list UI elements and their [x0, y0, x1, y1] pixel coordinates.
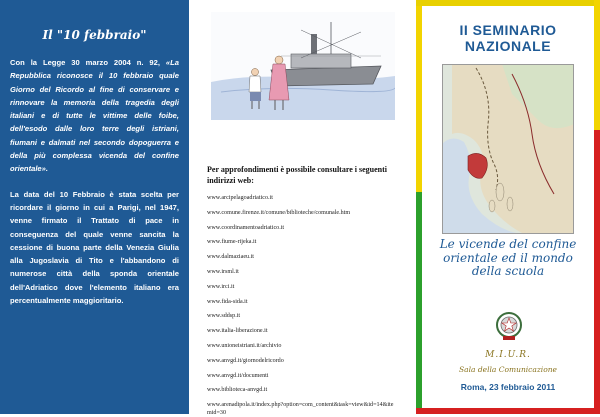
link-item[interactable]: www.unioneistriani.it/archivio	[207, 342, 282, 349]
north-eastern-adriatic-map-icon	[442, 64, 574, 234]
ship-and-figures-sketch-icon	[211, 12, 395, 120]
seminar-title	[426, 22, 590, 54]
middle-panel	[189, 0, 416, 417]
link-item[interactable]: www.arenadipola.it/index.php?option=com_content&task=view&id=14&itemid=30	[207, 402, 394, 417]
link-item[interactable]: www.italia-liberazione.it	[207, 328, 268, 335]
link-item[interactable]: www.anvgd.it/documenti	[207, 372, 269, 379]
link-item[interactable]: www.irsml.it	[207, 268, 239, 275]
right-panel	[416, 0, 600, 414]
link-item[interactable]: www.sddsp.it	[207, 313, 241, 320]
law-paragraph	[10, 56, 179, 176]
link-item[interactable]: www.biblioteca-anvgd.it	[207, 387, 268, 394]
event-date: Roma, 23 febbraio 2011	[460, 382, 556, 392]
italian-republic-emblem-icon	[494, 310, 524, 342]
seminar-subtitle: Le vicende del confine orientale ed il mondo della scuola	[439, 237, 577, 278]
left-panel-title: Il "10 febbraio"	[42, 28, 147, 42]
date-paragraph: La data del 10 Febbraio è stata scelta per ricordare il giorno in cui a Parigi, nel 1947, venne firmato il Trattato di pace in conseguenza del quale venne sancita la cessione di buona parte della Venezia Giulia alla Jugoslavia di Tito e l'abbandono di numerose città della sponda orientale dell'Adriatico dove l'elemento italiano era percentualmente maggioritario.	[10, 189, 179, 306]
seminar-title-line1: II SEMINARIO	[459, 22, 557, 38]
yellow-stripe-top	[416, 0, 600, 6]
organization-name: M.I.U.R.	[485, 350, 531, 360]
green-stripe-left	[416, 192, 422, 414]
link-item[interactable]: www.irci.it	[207, 283, 235, 290]
yellow-stripe-left	[416, 0, 422, 192]
law-paragraph-quote: «La Repubblica riconosce il 10 febbraio quale Giorno del Ricordo al fine di conservare e rinnovare la memoria della tragedia degli italiani e di tutte le vittime delle foibe, dell'esodo dalle loro terre degli istriani, fiumani e dalmati nel secondo dopoguerra e della più complessa vicenda del confine orientale».	[10, 58, 179, 174]
venue-name: Sala della Comunicazione	[459, 365, 557, 374]
link-item[interactable]: www.anvgd.it/giornodelricordo	[207, 357, 284, 364]
law-paragraph-prefix: Con la Legge 30 marzo 2004 n. 92,	[10, 58, 166, 67]
link-item[interactable]: www.fiume-rijeka.it	[207, 239, 257, 246]
link-item[interactable]: www.comune.firenze.it/comune/biblioteche/comunale.htm	[207, 209, 351, 216]
links-list	[207, 194, 398, 417]
yellow-stripe-right	[594, 0, 600, 130]
red-stripe-right	[594, 130, 600, 414]
link-item[interactable]: www.arcipelagoadriatico.it	[207, 195, 273, 201]
link-item[interactable]: www.fida-sida.it	[207, 298, 248, 305]
link-item[interactable]: www.coordinamentoadriatico.it	[207, 224, 285, 231]
link-item[interactable]: www.dalmaziaeu.it	[207, 254, 254, 261]
left-panel	[0, 0, 189, 414]
seminar-title-line2: NAZIONALE	[464, 38, 552, 54]
links-intro: Per approfondimenti è possibile consultare i seguenti indirizzi web:	[207, 165, 388, 185]
red-stripe-bottom	[416, 408, 600, 414]
